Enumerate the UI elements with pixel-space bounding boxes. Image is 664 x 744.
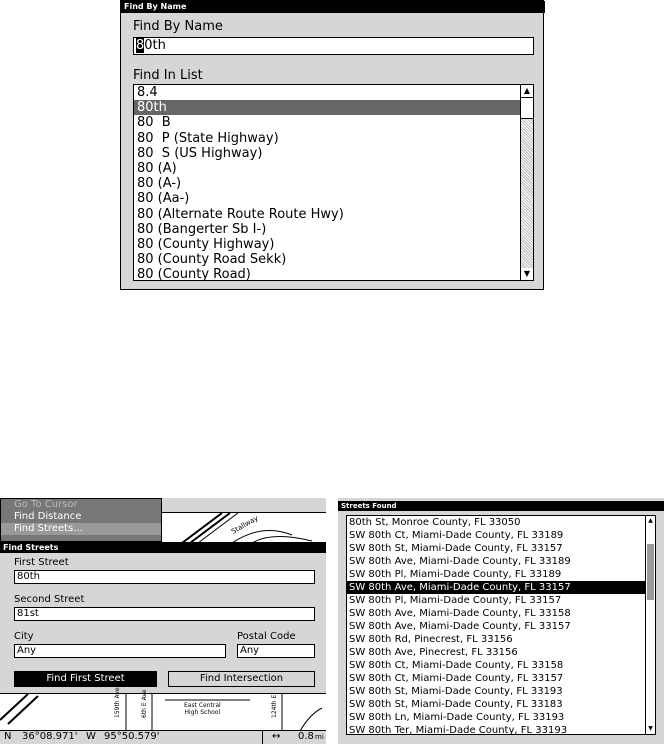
street-list-item[interactable]: SW 80th St, Miami-Dade County, FL 33183: [349, 699, 563, 710]
menu-item-find-distance[interactable]: Find Distance: [14, 511, 82, 522]
second-street-label: Second Street: [14, 594, 85, 605]
street-list-item[interactable]: SW 80th Ave, Miami-Dade County, FL 33158: [349, 608, 571, 619]
scroll-down-arrow-icon[interactable]: ▼: [521, 268, 533, 280]
name-list-item[interactable]: 80 (A): [137, 160, 177, 176]
name-list-item[interactable]: 80th: [134, 100, 520, 115]
streets-found-dialog: [338, 498, 664, 744]
scroll-thumb[interactable]: [521, 97, 533, 119]
scroll-up-arrow-icon[interactable]: ▲: [521, 85, 533, 97]
map-area-top[interactable]: [162, 512, 326, 543]
map-label-c: 124th E: [271, 694, 278, 718]
street-list-item[interactable]: SW 80th St, Miami-Dade County, FL 33193: [349, 686, 563, 697]
streets-found-title: Streets Found: [338, 501, 664, 511]
name-list-item[interactable]: 80 (Bangerter Sb I-): [137, 221, 267, 237]
find-by-name-title: Find By Name: [121, 1, 545, 13]
school-line-2: High School: [184, 709, 221, 716]
scroll-up-arrow-icon[interactable]: ▲: [648, 517, 653, 524]
name-list-item[interactable]: 8.4: [137, 85, 158, 100]
menu-item-find-streets[interactable]: Find Streets...: [1, 523, 161, 535]
school-line-1: East Central: [184, 702, 221, 709]
name-list-item[interactable]: 80 (County Road): [137, 267, 251, 283]
scale-value: 0.8: [298, 731, 314, 742]
status-divider: [262, 731, 263, 744]
text-cursor: 8: [136, 38, 145, 53]
street-list-item[interactable]: SW 80th Pl, Miami-Dade County, FL 33157: [349, 595, 562, 606]
find-by-name-label: Find By Name: [133, 19, 223, 34]
find-intersection-button[interactable]: Find Intersection: [168, 671, 315, 687]
map-street-label: Stallway: [229, 514, 260, 536]
context-menu: [0, 498, 162, 542]
find-by-name-dialog: [120, 0, 544, 290]
second-street-input[interactable]: 81st: [14, 607, 315, 621]
find-in-list-label: Find In List: [133, 68, 203, 83]
name-list-item[interactable]: 80 P (State Highway): [137, 130, 279, 146]
name-list-item[interactable]: 80 B: [137, 115, 171, 131]
street-list-item[interactable]: 80th St, Monroe County, FL 33050: [349, 517, 521, 528]
map-label-b: 6th E Ave: [141, 689, 148, 718]
street-list-item[interactable]: SW 80th Ave, Miami-Dade County, FL 33157: [349, 621, 571, 632]
street-list-item[interactable]: SW 80th Ct, Miami-Dade County, FL 33157: [349, 673, 564, 684]
map-label-school: [184, 702, 221, 716]
scroll-down-arrow-icon[interactable]: ▼: [648, 725, 653, 732]
name-list-item[interactable]: 80 (County Road Sekk): [137, 252, 287, 268]
street-list-item[interactable]: SW 80th Ave, Pinecrest, FL 33156: [349, 647, 518, 658]
find-streets-title: Find Streets: [0, 542, 326, 553]
postal-code-label: Postal Code: [237, 631, 296, 642]
latitude-readout: 36°08.971': [22, 731, 78, 742]
find-streets-screen: [0, 498, 326, 744]
street-list-item[interactable]: SW 80th Ter, Miami-Dade County, FL 33193: [349, 725, 568, 736]
street-list-item[interactable]: SW 80th Ct, Miami-Dade County, FL 33158: [349, 660, 564, 671]
longitude-readout: 95°50.579': [104, 731, 160, 742]
find-in-list[interactable]: [133, 84, 534, 281]
name-list-item[interactable]: 80 S (US Highway): [137, 145, 263, 161]
street-list-item[interactable]: SW 80th St, Miami-Dade County, FL 33157: [349, 543, 563, 554]
find-first-street-button[interactable]: Find First Street: [14, 671, 157, 687]
street-list-item[interactable]: SW 80th Ave, Miami-Dade County, FL 33157: [347, 581, 645, 594]
street-list-item[interactable]: SW 80th Ct, Miami-Dade County, FL 33189: [349, 530, 564, 541]
postal-code-input[interactable]: Any: [237, 644, 315, 658]
list-scrollbar[interactable]: [520, 85, 533, 280]
map-label-a: 159th Ave: [114, 687, 121, 718]
lon-prefix: W: [86, 731, 96, 742]
menu-item-go-to-cursor[interactable]: Go To Cursor: [14, 499, 78, 510]
status-bar: [0, 730, 326, 744]
find-by-name-input[interactable]: [133, 37, 534, 55]
name-list-item[interactable]: 80 (County Highway): [137, 236, 275, 252]
scale-unit: mi: [315, 733, 324, 741]
lat-prefix: N: [4, 731, 12, 742]
street-list-item[interactable]: SW 80th Ln, Miami-Dade County, FL 33193: [349, 712, 565, 723]
input-text: 0th: [144, 38, 166, 53]
results-scrollbar[interactable]: [645, 516, 655, 734]
streets-found-list[interactable]: [346, 515, 656, 735]
first-street-input[interactable]: 80th: [14, 570, 315, 584]
scale-arrow-icon: ↔: [272, 731, 281, 742]
street-list-item[interactable]: SW 80th Pl, Miami-Dade County, FL 33189: [349, 569, 562, 580]
street-list-item[interactable]: SW 80th Ave, Miami-Dade County, FL 33189: [349, 556, 571, 567]
map-area-bottom[interactable]: [0, 687, 326, 731]
street-list-item[interactable]: SW 80th Rd, Pinecrest, FL 33156: [349, 634, 513, 645]
name-list-item[interactable]: 80 (Alternate Route Route Hwy): [137, 206, 344, 222]
find-streets-form: [0, 553, 326, 693]
city-label: City: [14, 631, 34, 642]
city-input[interactable]: Any: [14, 644, 226, 658]
name-list-item[interactable]: 80 (A-): [137, 176, 182, 192]
scroll-thumb[interactable]: [647, 544, 654, 600]
first-street-label: First Street: [14, 557, 69, 568]
name-list-item[interactable]: 80 (Aa-): [137, 191, 190, 207]
